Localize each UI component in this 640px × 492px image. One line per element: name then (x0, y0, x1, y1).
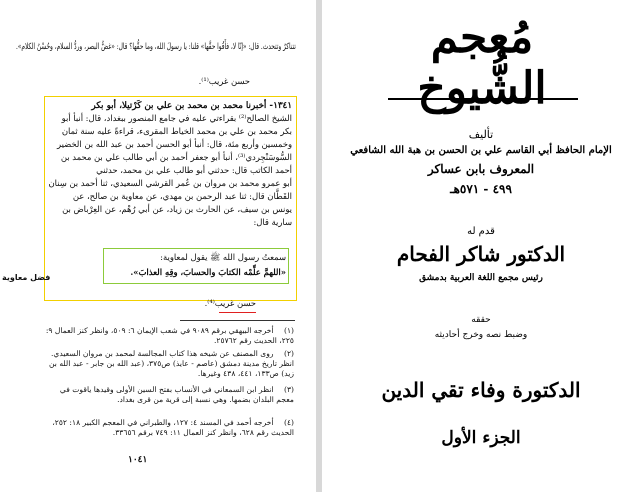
margin-label: فضل معاوية (2, 273, 51, 282)
hadith-line: بكر محمد بن علي بن محمد الخياط المقرىء، قراءةً عليه سنة ثمان (61, 126, 292, 136)
presenter-name: الدكتور شاكر الفحام (396, 242, 566, 266)
editor-intro-2: وضبط نصه وخرج أحاديثه (434, 330, 528, 340)
volume-label: الجزء الأول (441, 428, 521, 448)
footnote-text: روى المصنف عن شيخه هذا كتاب المجالسة لمحمد بن مروان السعيدي. انظر تاريخ مدينة دمشق (عاصم - عايذ) ص٣٧٥، (عبد الله بن جابر - عبد الله بن زيد) ص١٣٣، ٤٤١، ٤٣٨ وغيرها. (49, 349, 294, 378)
title-ornament (388, 98, 578, 100)
footnote (44, 385, 294, 405)
verdict-line: حسن غريب⁽⁴⁾. (204, 298, 256, 308)
footnote-number: (٤) (283, 418, 294, 427)
author-intro: تأليف (468, 128, 494, 141)
presenter-title: رئيس مجمع اللغة العربية بدمشق (419, 273, 543, 283)
footnote (44, 326, 294, 346)
book-title: مُعجم الشُّيوخ (417, 12, 547, 114)
editor-intro: حققه (471, 315, 491, 325)
hadith-line: يونس بن سيف، عن الحارث بن زياد، عن أبي رُهْم، عن العِرْباض بن (62, 204, 292, 214)
hadith-line: الشيخ الصالح⁽²⁾ بقراءتي عليه في جامع المنصور ببغداد، قال: أنبأ أبو (61, 113, 292, 123)
right-page (322, 0, 640, 492)
hadith-line: أبو عمرو محمد بن مروان بن عُمر القرشي السعيدي، ثنا أحمد بن سِنان (48, 178, 292, 188)
footnote (44, 418, 294, 438)
presenter-intro: قدم له (467, 226, 495, 237)
left-page (0, 0, 316, 492)
footnote-text: أخرجه أحمد في المسند ٤: ١٢٧، والطبراني في المعجم الكبير ١٨: ٢٥٢، الحديث رقم ٦٢٨، وانظر كنز العمال ١١: ٧٤٩ برقم ٣٣٦٥٦. (52, 418, 294, 437)
footnote-text: أخرجه البيهقي برقم ٩٠٨٩ في شعب الإيمان ٦: ٥٠٩، وانظر كنز العمال ٩: ٢٢٥، الحديث رقم ٢٥٧٦٢. (45, 326, 294, 345)
quote-line: «اللهمَّ علِّمْه الكتابَ والحسابَ، وقِهِ العذابَ». (130, 267, 286, 277)
footnote-divider (180, 320, 295, 321)
verdict-line: حسن غريب⁽¹⁾. (198, 76, 250, 86)
page-number: ١٠٤١ (128, 455, 148, 465)
author-known: المعروف بابن عساكر (427, 162, 535, 176)
footnote-number: (٢) (283, 349, 294, 358)
hadith-line: السُّوسَنْجِردي⁽³⁾، أنبأ أبو جعفر أحمد بن أبي طالب علي بن محمد بن (60, 152, 292, 162)
footnote-number: (٣) (283, 385, 294, 394)
hadith-line: القَطَّان قال: ثنا عبد الرحمن بن مهدي، عن معاوية بن صالح، عن (72, 191, 292, 201)
editor-name: الدكتورة وفاء تقي الدين (381, 378, 581, 402)
text-line: تتناكرُ وتتحدث. قال: «إنّا لا، فأَقُوا حقَّها» قلنا: يا رسولَ الله، وما حقُّها؟ قال: «غضُّ البصر، وردُّ السلام، وحُسْنُ الكلام». (16, 41, 296, 51)
quote-line: سمعتُ رسول الله ﷺ يقول لمعاوية: (160, 252, 286, 262)
hadith-line: وخمسين وأربع مئة، قال: أنبأ أبو الحسن أحمد بن عبد الله بن الخضير (56, 139, 292, 149)
hadith-line: أحمد الكاتب قال: حدثني أبو طالب علي بن محمد، حدثني (96, 165, 292, 175)
author-dates: ٤٩٩ - ٥٧١هـ (450, 182, 512, 196)
red-underline (219, 312, 256, 313)
hadith-line: سارية قال: (253, 217, 292, 227)
footnote-number: (١) (283, 326, 294, 335)
footnote-text: انظر ابن السمعاني في الأنساب بفتح السين الأولى وقيدها ياقوت في معجم البلدان بضمها. وهي نسبة إلى قرية من قرى بغداد. (59, 385, 294, 404)
footnote (44, 349, 294, 379)
hadith-line: ١٣٤١- أخبرنا محمد بن محمد بن علي بن كَرْتيلا، أبو بكر (91, 101, 292, 111)
author-name: الإمام الحافظ أبي القاسم علي بن الحسن بن هبة الله الشافعي (350, 145, 612, 156)
